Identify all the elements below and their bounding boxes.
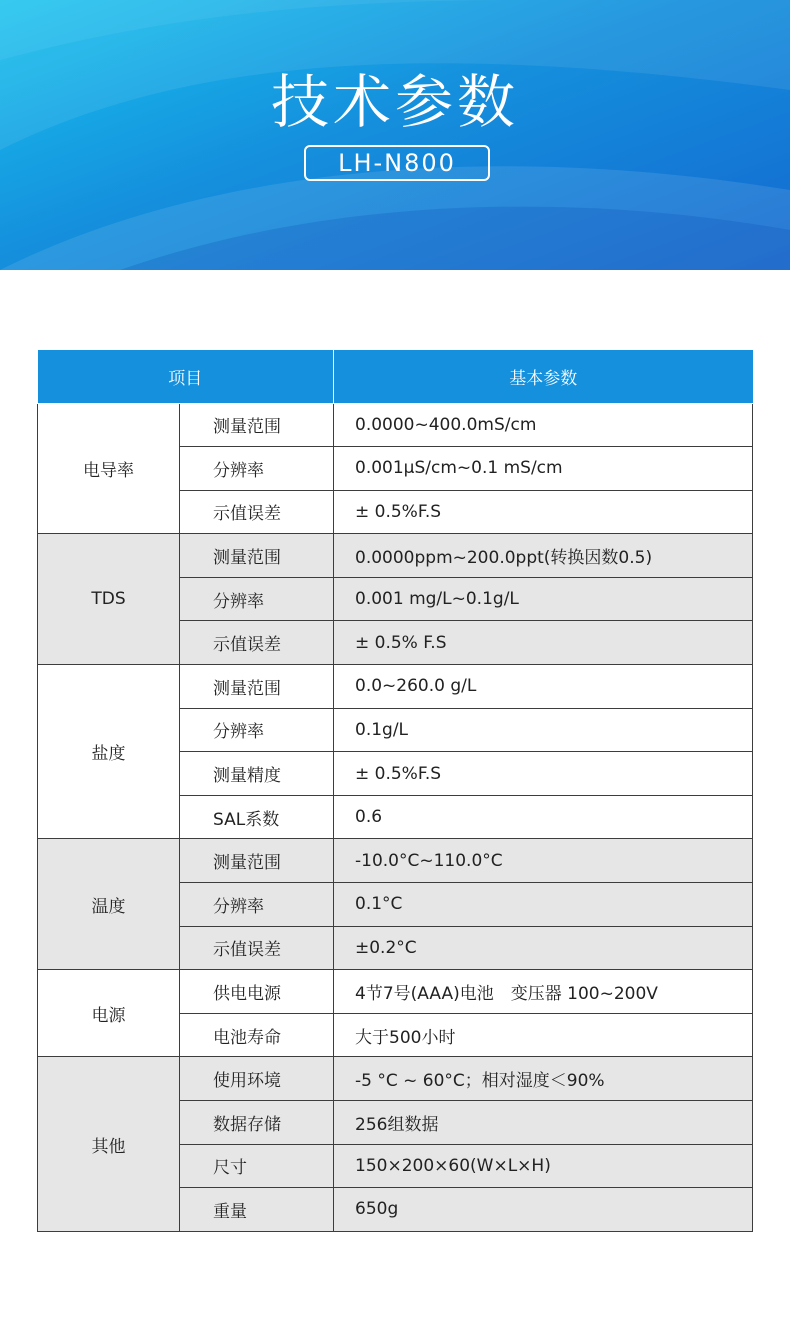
value-cell: 650g — [334, 1188, 753, 1232]
item-cell: 示值误差 — [180, 490, 334, 534]
item-cell: 分辨率 — [180, 883, 334, 927]
value-cell: 0.1g/L — [334, 708, 753, 752]
value-cell: 0.001 mg/L~0.1g/L — [334, 577, 753, 621]
table-row — [38, 665, 753, 709]
spec-table — [37, 350, 753, 1232]
item-cell: 尺寸 — [180, 1144, 334, 1188]
value-cell: 0.1°C — [334, 883, 753, 927]
table-row — [38, 839, 753, 883]
value-cell: 0.0~260.0 g/L — [334, 665, 753, 709]
category-cell: TDS — [38, 534, 180, 665]
header-banner — [0, 0, 790, 270]
value-cell: 0.0000ppm~200.0ppt(转换因数0.5) — [334, 534, 753, 578]
item-cell: 使用环境 — [180, 1057, 334, 1101]
category-cell: 盐度 — [38, 665, 180, 839]
item-cell: 电池寿命 — [180, 1013, 334, 1057]
table-row — [38, 970, 753, 1014]
page-title: 技术参数 — [270, 68, 519, 136]
value-cell: 大于500小时 — [334, 1013, 753, 1057]
value-cell: ±0.2°C — [334, 926, 753, 970]
item-cell: 示值误差 — [180, 621, 334, 665]
item-cell: 测量范围 — [180, 839, 334, 883]
item-cell: 分辨率 — [180, 708, 334, 752]
category-cell: 电导率 — [38, 403, 180, 534]
item-cell: 测量精度 — [180, 752, 334, 796]
category-cell: 温度 — [38, 839, 180, 970]
table-row — [38, 534, 753, 578]
item-cell: SAL系数 — [180, 795, 334, 839]
model-badge: LH-N800 — [304, 145, 490, 181]
value-cell: 0.0000~400.0mS/cm — [334, 403, 753, 447]
item-cell: 测量范围 — [180, 403, 334, 447]
category-cell: 电源 — [38, 970, 180, 1057]
value-cell: 256组数据 — [334, 1101, 753, 1145]
value-cell: 4节7号(AAA)电池 变压器 100~200V — [334, 970, 753, 1014]
value-cell: ± 0.5% F.S — [334, 621, 753, 665]
value-cell: 0.6 — [334, 795, 753, 839]
item-cell: 供电电源 — [180, 970, 334, 1014]
item-cell: 重量 — [180, 1188, 334, 1232]
table-header-row — [38, 350, 753, 403]
value-cell: ± 0.5%F.S — [334, 490, 753, 534]
item-cell: 示值误差 — [180, 926, 334, 970]
column-header-params: 基本参数 — [334, 350, 753, 403]
column-header-item: 项目 — [38, 350, 334, 403]
value-cell: -5 °C ~ 60°C；相对湿度＜90% — [334, 1057, 753, 1101]
item-cell: 分辨率 — [180, 447, 334, 491]
item-cell: 数据存储 — [180, 1101, 334, 1145]
value-cell: -10.0°C~110.0°C — [334, 839, 753, 883]
value-cell: ± 0.5%F.S — [334, 752, 753, 796]
item-cell: 测量范围 — [180, 534, 334, 578]
table-row — [38, 403, 753, 447]
item-cell: 测量范围 — [180, 665, 334, 709]
value-cell: 0.001μS/cm~0.1 mS/cm — [334, 447, 753, 491]
category-cell: 其他 — [38, 1057, 180, 1231]
item-cell: 分辨率 — [180, 577, 334, 621]
table-row — [38, 1057, 753, 1101]
value-cell: 150×200×60(W×L×H) — [334, 1144, 753, 1188]
